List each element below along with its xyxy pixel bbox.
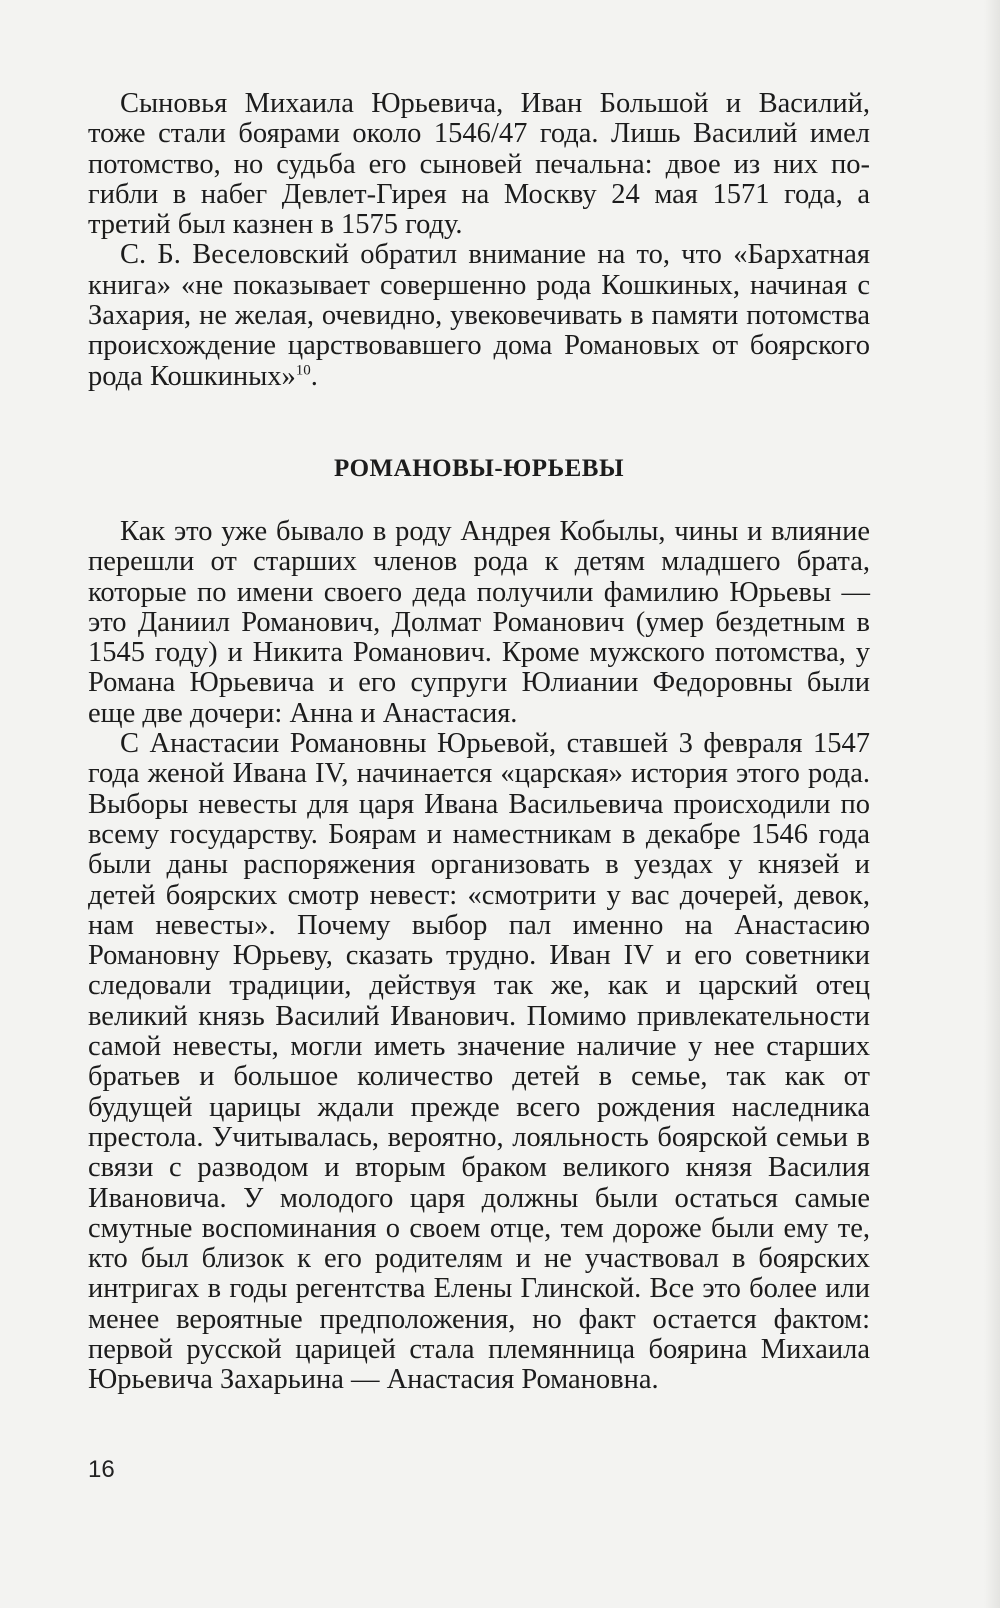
footnote-reference: 10 <box>295 362 311 379</box>
section-2-text <box>88 517 870 1396</box>
paragraph-anastasia: С Анастасии Романовны Юрьевой, ставшей 3 февраля 1547 года женой Ивана IV, начинается «царская» история этого рода. Выборы невесты для царя Ивана Васильевича происходили по всему государству. Боярам и наместникам в декабре 1546 года были даны распоряжения организовать в уездах у князей и детей боярских смотр невест: «смотрити у вас дочерей, девок, нам невесты». Почему выбор пал именно на Анастасию Романовну Юрьеву, сказать трудно. Иван IV и его советники следовали традиции, действуя так же, как и царский отец великий князь Василий Иванович. Помимо привлекательности самой невесты, могли иметь значение наличие у нее старших братьев и большое количество детей в семье, так как от будущей царицы ждали прежде всего рождения наследника престола. Учитывалась, вероятно, лояльность боярской семьи в связи с разводом и вторым браком великого князя Василия Ивановича. У молодого царя должны были остаться самые смутные воспоминания о своем отце, тем дороже были ему те, кто был близок к его родителям и не участвовал в боярских интригах в годы регентства Елены Глинской. Все это более или менее вероятные предположения, но факт остается фактом: первой русской царицей стала племянница боярина Михаила Юрьевича Захарьина — Анастасия Романовна. <box>88 728 870 1396</box>
page-number: 16 <box>88 1456 115 1483</box>
paragraph-kobyla-family: Как это уже бывало в роду Андрея Кобылы, чины и влияние перешли от старших членов рода к детям младшего брата, которые по имени своего деда получили фамилию Юрьевы — это Даниил Романович, Долмат Романович (умер бездетным в 1545 году) и Никита Романович. Кроме мужского потомства, у Романа Юрьевича и его супруги Юлиании Федоровны были еще две дочери: Анна и Анастасия. <box>88 516 870 729</box>
paragraph-veselovsky-text: С. Б. Веселовский обратил внимание на то, что «Бархатная книга» «не показывает совершенно рода Кошкиных, начиная с Захария, не желая, очевидно, увековечивать в памяти потомства происхождение царствовавшего дома Романовых от боярского рода Кошкиных» <box>88 239 870 392</box>
section-heading: РОМАНОВЫ-ЮРЬЕВЫ <box>333 455 624 482</box>
page-edge-shadow <box>984 0 1000 1608</box>
section-1-text <box>88 89 870 392</box>
paragraph-veselovsky <box>88 240 870 391</box>
paragraph-veselovsky-end: . <box>310 360 318 392</box>
paragraph-sons-of-mikhail: Сыновья Михаила Юрьевича, Иван Большой и Василий, тоже стали боярами около 1546/47 года. Лишь Василий имел потомство, но судьба его сыновей печальна: двое из них погибли в набег Девлет-Гирея на Москву 24 мая 1571 года, а третий был казнен в 1575 году. <box>88 88 870 241</box>
